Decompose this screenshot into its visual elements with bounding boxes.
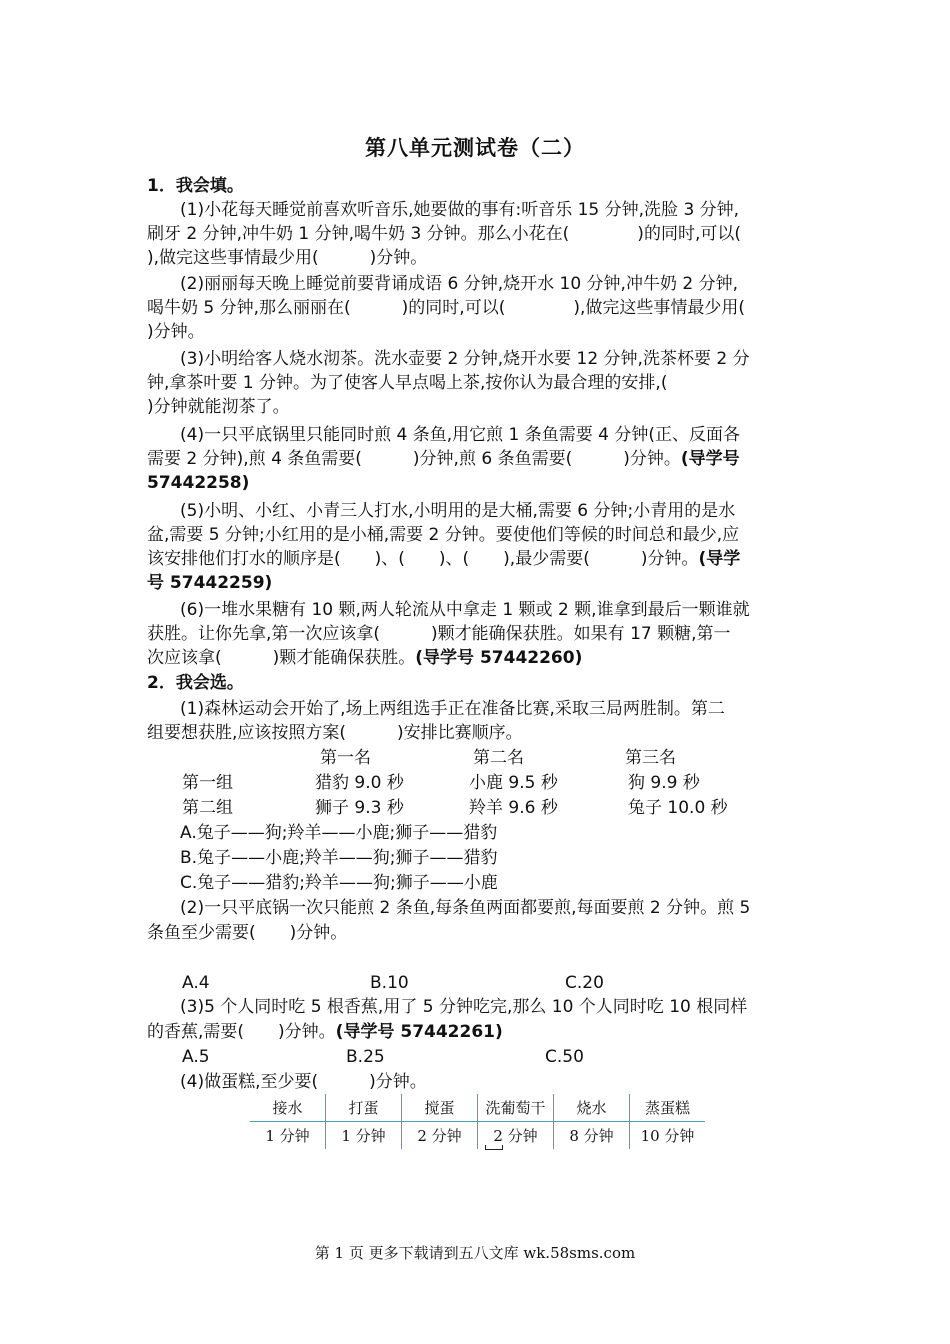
- s2-q1-line-2: 组要想获胜,应该按照方案( )安排比赛顺序。: [147, 723, 523, 743]
- race-cell: 狗 9.9 秒: [628, 773, 700, 793]
- s2-q3-option-a: A.5: [182, 1047, 210, 1067]
- race-cell: 兔子 10.0 秒: [628, 798, 728, 818]
- page-footer: 第 1 页 更多下载请到五八文库 wk.58sms.com: [314, 1244, 636, 1262]
- s2-q2-line-2: 条鱼至少需要( )分钟。: [147, 923, 348, 943]
- bracket-mark: [485, 1145, 503, 1150]
- s1-q5-line-2: 盆,需要 5 分钟;小红用的是小桶,需要 2 分钟。要使他们等候的时间总和最少,应: [147, 525, 740, 545]
- cake-step-time: 1 分钟: [326, 1122, 402, 1150]
- cake-step-time: 1 分钟: [265, 1127, 310, 1145]
- s1-q1-line-2: 刷牙 2 分钟,冲牛奶 1 分钟,喝牛奶 3 分钟。那么小花在( )的同时,可以(: [147, 224, 741, 244]
- race-header: 第一名: [320, 748, 371, 768]
- cake-step-header: 打蛋: [326, 1094, 402, 1122]
- s2-q2-option-b: B.10: [370, 973, 409, 993]
- s2-q1-line-1: (1)森林运动会开始了,场上两组选手正在准备比赛,采取三局两胜制。第二: [180, 699, 725, 719]
- race-header: 第三名: [625, 748, 676, 768]
- cake-step-time: 2 分钟: [478, 1122, 554, 1150]
- page-title: 第八单元测试卷（二）: [365, 135, 585, 160]
- s1-q2-line-2: 喝牛奶 5 分钟,那么丽丽在( )的同时,可以( ),做完这些事情最少用(: [147, 298, 745, 318]
- section-1-heading: 1．我会填。: [147, 176, 244, 196]
- s2-q2-option-c: C.20: [565, 973, 604, 993]
- s1-q4-line-1: (4)一只平底锅里只能同时煎 4 条鱼,用它煎 1 条鱼需要 4 分钟(正、反面各: [180, 425, 740, 445]
- s2-q2-line-1: (2)一只平底锅一次只能煎 2 条鱼,每条鱼两面都要煎,每面要煎 2 分钟。煎 5: [180, 898, 751, 918]
- s1-q3-line-3: )分钟就能沏茶了。: [147, 397, 290, 417]
- cake-step-time: 8 分钟: [554, 1122, 630, 1150]
- race-row-label: 第一组: [182, 773, 233, 793]
- s1-q2-line-1: (2)丽丽每天晚上睡觉前要背诵成语 6 分钟,烧开水 10 分钟,冲牛奶 2 分钟,: [180, 274, 738, 294]
- s1-q3-line-1: (3)小明给客人烧水沏茶。洗水壶要 2 分钟,烧开水要 12 分钟,洗茶杯要 2 分: [180, 349, 750, 369]
- s1-q6-line-2: 获胜。让你先拿,第一次应该拿( )颗才能确保获胜。如果有 17 颗糖,第一: [147, 624, 731, 644]
- s2-q3-line-2: 的香蕉,需要( )分钟。(导学号 57442261): [147, 1022, 503, 1042]
- cake-step-header: 搅蛋: [402, 1094, 478, 1122]
- cake-steps-table: [250, 1094, 705, 1149]
- s2-q1-option-a: A.兔子——狗;羚羊——小鹿;狮子——猎豹: [180, 823, 498, 843]
- s2-q1-option-c: C.兔子——猎豹;羚羊——狗;狮子——小鹿: [180, 873, 498, 893]
- race-header: 第二名: [473, 748, 524, 768]
- s1-q6-line-3: 次应该拿( )颗才能确保获胜。(导学号 57442260): [147, 648, 583, 668]
- s1-q5-line-3: 该安排他们打水的顺序是( )、( )、( ),最少需要( )分钟。(导学: [147, 549, 741, 569]
- cake-step-time: 10 分钟: [630, 1122, 706, 1150]
- s1-q5-line-1: (5)小明、小红、小青三人打水,小明用的是大桶,需要 6 分钟;小青用的是水: [180, 501, 736, 521]
- s1-q6-line-1: (6)一堆水果糖有 10 颗,两人轮流从中拿走 1 颗或 2 颗,谁拿到最后一颗谁就: [180, 600, 750, 620]
- race-cell: 狮子 9.3 秒: [315, 798, 404, 818]
- race-cell: 羚羊 9.6 秒: [469, 798, 558, 818]
- s2-q3-option-b: B.25: [346, 1047, 385, 1067]
- s2-q3-option-c: C.50: [545, 1047, 584, 1067]
- s2-q1-option-b: B.兔子——小鹿;羚羊——狗;狮子——猎豹: [180, 848, 498, 868]
- s2-q4-line: (4)做蛋糕,至少要( )分钟。: [180, 1072, 427, 1092]
- s1-q1-line-1: (1)小花每天睡觉前喜欢听音乐,她要做的事有:听音乐 15 分钟,洗脸 3 分钟,: [180, 200, 740, 220]
- s1-q1-line-3: ),做完这些事情最少用( )分钟。: [147, 248, 428, 268]
- s2-q3-line-1: (3)5 个人同时吃 5 根香蕉,用了 5 分钟吃完,那么 10 个人同时吃 10 根同样: [180, 997, 748, 1017]
- race-cell: 猎豹 9.0 秒: [315, 773, 404, 793]
- s1-q4-line-2: 需要 2 分钟),煎 4 条鱼需要( )分钟,煎 6 条鱼需要( )分钟。(导学号: [147, 449, 740, 469]
- cake-step-header: 蒸蛋糕: [630, 1094, 706, 1122]
- cake-step-header: 洗葡萄干: [478, 1094, 554, 1122]
- s1-q3-line-2: 钟,拿茶叶要 1 分钟。为了使客人早点喝上茶,按你认为最合理的安排,(: [147, 373, 668, 393]
- section-2-heading: 2．我会选。: [147, 673, 244, 693]
- s1-q4-guide-number: 57442258): [147, 473, 250, 493]
- cake-step-time: 2 分钟: [402, 1122, 478, 1150]
- race-row-label: 第二组: [182, 798, 233, 818]
- race-cell: 小鹿 9.5 秒: [469, 773, 558, 793]
- s2-q2-option-a: A.4: [182, 973, 210, 993]
- s1-q5-guide-number: 号 57442259): [147, 573, 273, 593]
- cake-step-header: 烧水: [554, 1094, 630, 1122]
- s1-q2-line-3: )分钟。: [147, 322, 205, 342]
- cake-step-header: 接水: [250, 1094, 326, 1122]
